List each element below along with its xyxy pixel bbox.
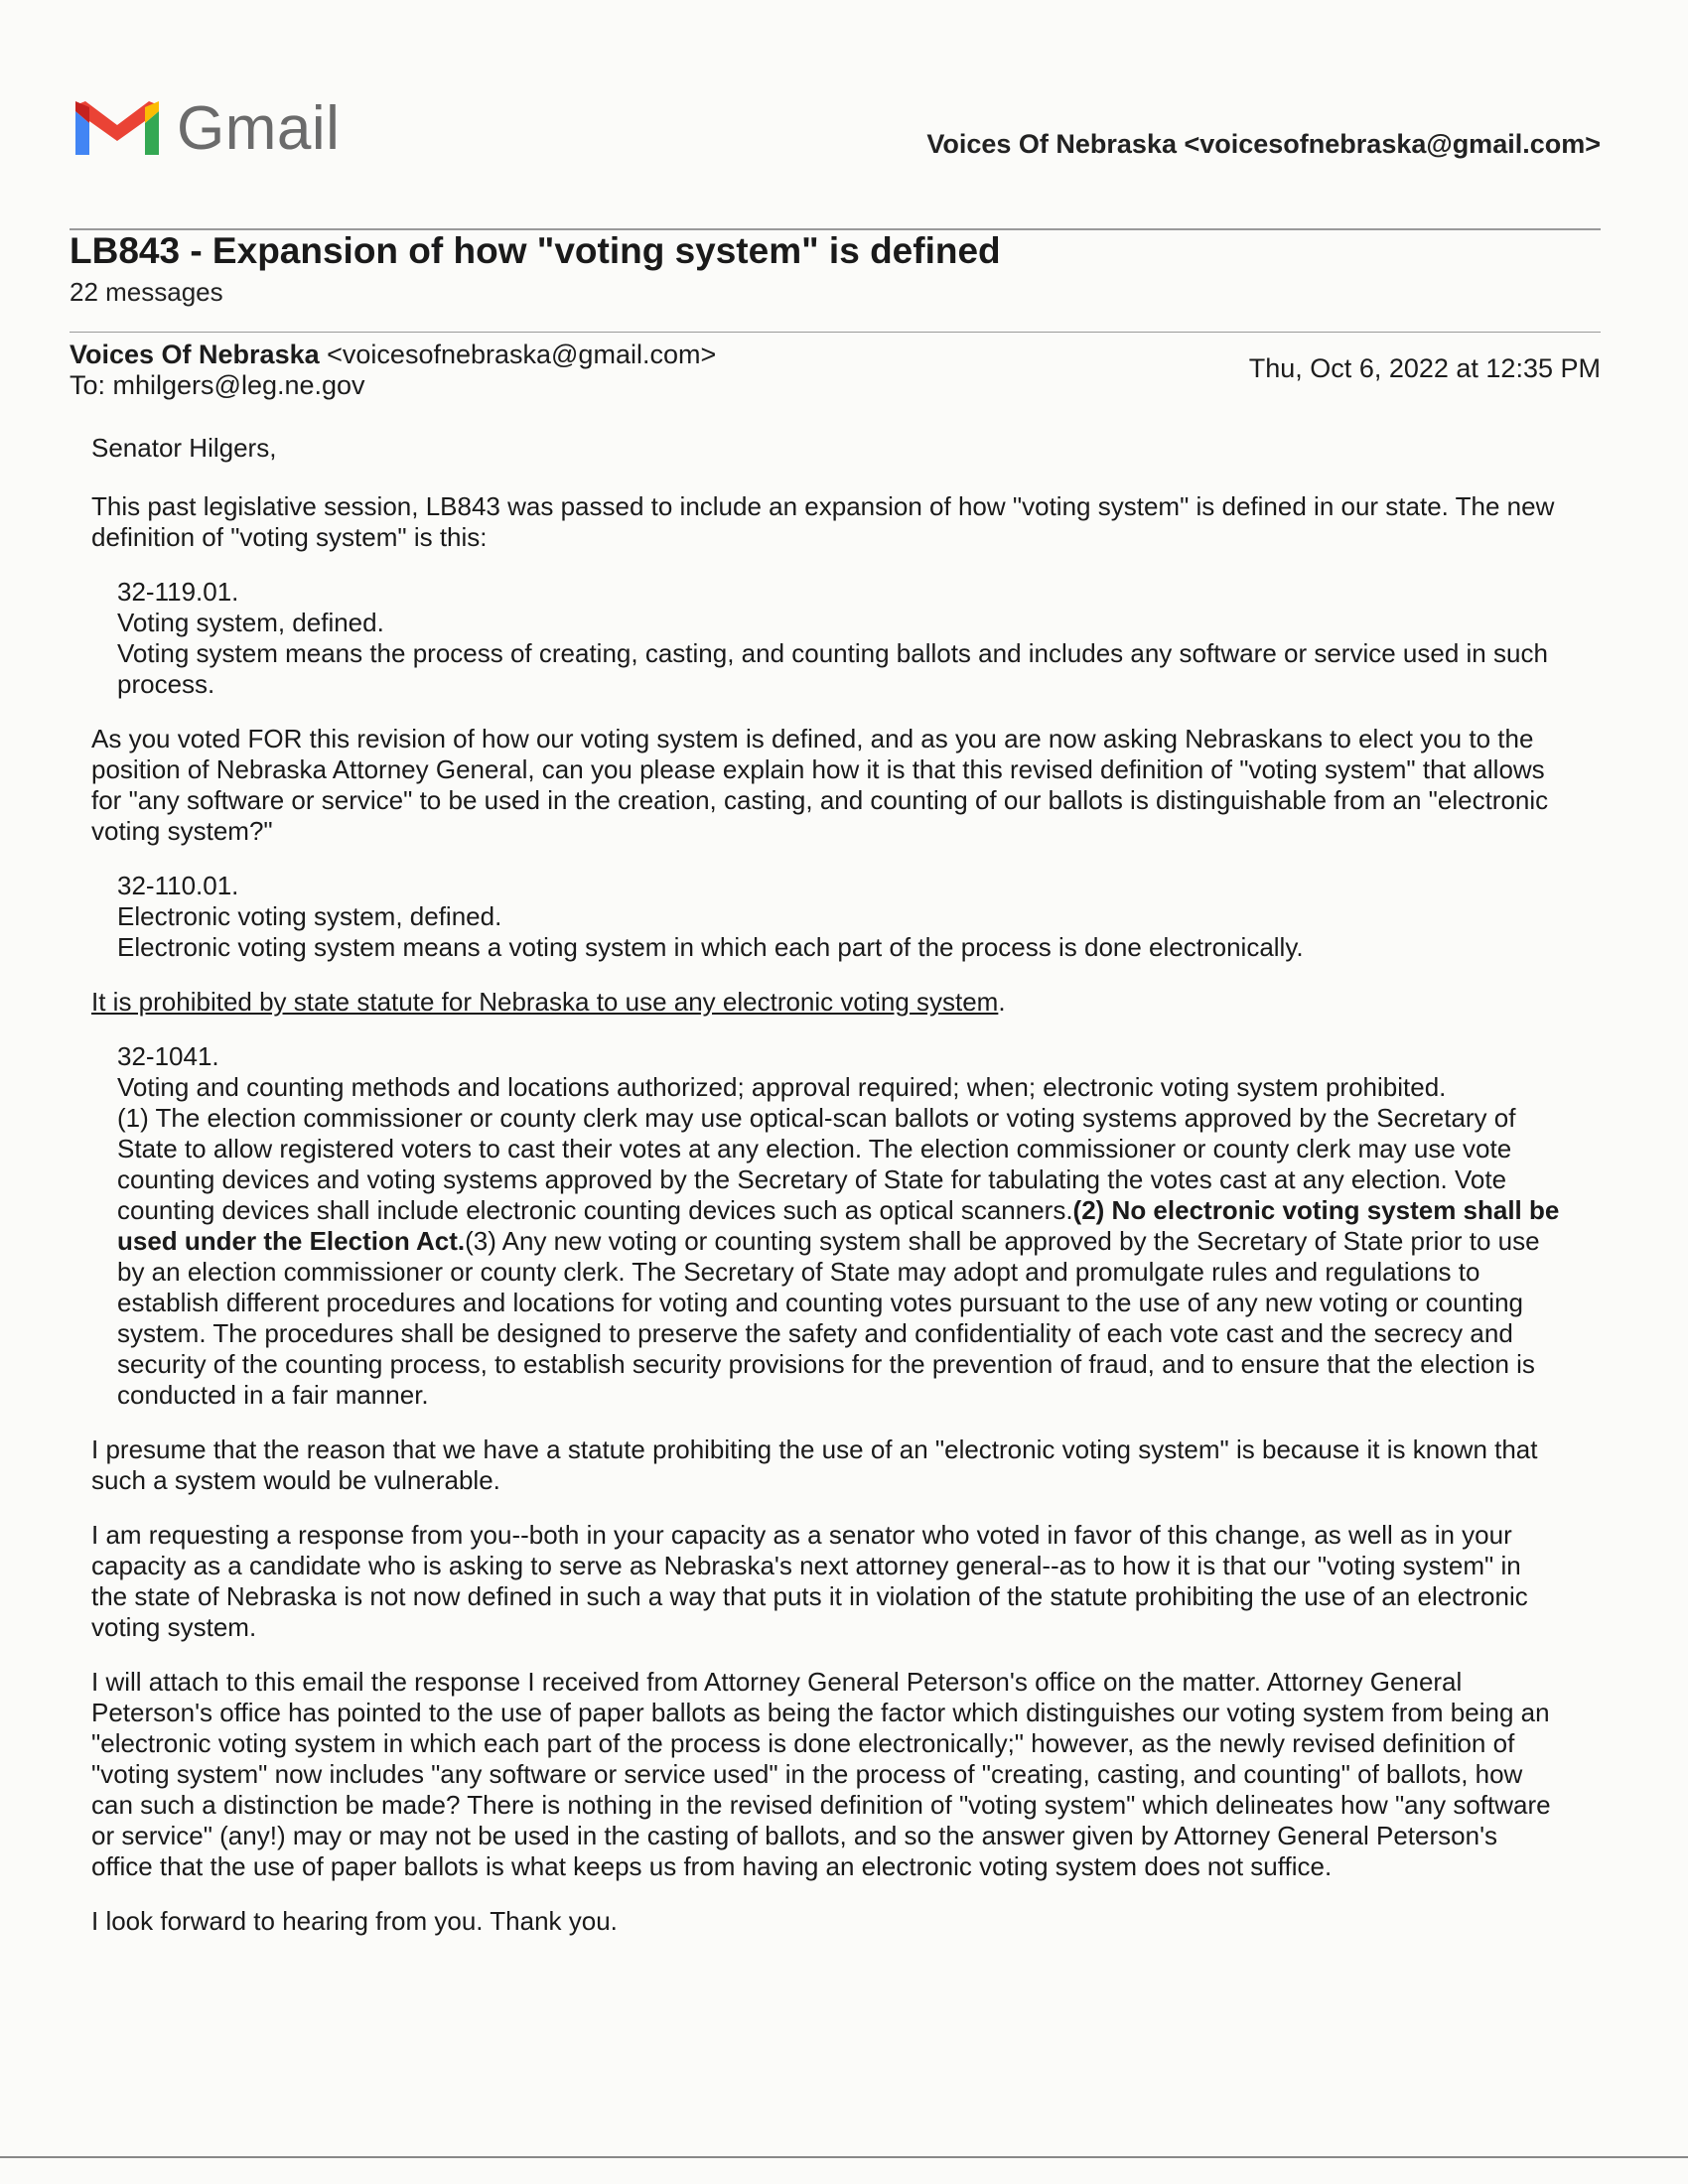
paragraph-2: As you voted FOR this revision of how our voting system is defined, and as you are now asking Nebraskans to elect you to the position of Nebraska Attorney General, can you please explain how it is that this revised definition of "voting system" that allows for "any software or service" to be used in the creation, casting, and counting of our ballots is distinguishable from an "electronic voting system?": [91, 724, 1549, 846]
sender-name: Voices Of Nebraska: [70, 340, 320, 369]
statute-text-part-3: (3) Any new voting or counting system shall be approved by the Secretary of State prior to use by an election commissioner or county clerk. The Secretary of State may adopt and promulgate rules and regulations to establish different procedures and locations for voting and counting votes pursuant to the use of any new voting or counting system. The procedures shall be designed to preserve the safety and confidentiality of each vote cast and the secrecy and security of the counting process, to establish security provisions for the prevention of fraud, and to ensure that the election is conducted in a fair manner.: [117, 1226, 1540, 1410]
page-bottom-divider: [0, 2156, 1688, 2158]
statute-number: 32-110.01.: [117, 871, 239, 900]
statute-text-bold: (2) No electronic voting system shall be used under the Election Act.: [117, 1195, 1560, 1256]
paragraph-1: This past legislative session, LB843 was passed to include an expansion of how "voting system" is defined in our state. The new definition of "voting system" is this:: [91, 491, 1555, 552]
greeting: Senator Hilgers,: [91, 433, 277, 463]
account-address: Voices Of Nebraska <voicesofnebraska@gmail.com>: [926, 129, 1601, 159]
prohibition-statement: [91, 987, 1561, 1018]
message-body: [91, 433, 1561, 1961]
paragraph-4: I am requesting a response from you--both in your capacity as a senator who voted in favor of this change, as well as in your capacity as a candidate who is asking to serve as Nebraska's next attorney general--as to how it is that our "voting system" in the state of Nebraska is not now defined in such a way that puts it in violation of the statute prohibiting the use of an electronic voting system.: [91, 1520, 1528, 1642]
prohibition-underlined: It is prohibited by state statute for Nebraska to use any electronic voting system: [91, 987, 999, 1017]
gmail-wordmark: Gmail: [177, 94, 341, 163]
message-date: Thu, Oct 6, 2022 at 12:35 PM: [1248, 353, 1601, 383]
paragraph-5: I will attach to this email the response I received from Attorney General Peterson's office on the matter. Attorney General Peterson's office has pointed to the use of paper ballots as being the factor which distinguishes our voting system from being an "electronic voting system in which each part of the process is done electronically;" however, as the newly revised definition of "voting system" now includes "any software or service used" in the process of "creating, casting, and counting" of ballots, how can such a distinction be made? There is nothing in the revised definition of "voting system" which delineates how "any software or service" (any!) may or may not be used in the casting of ballots, and so the answer given by Attorney General Peterson's office that the use of paper ballots is what keeps us from having an electronic voting system does not suffice.: [91, 1667, 1551, 1881]
statute-32-110-01: [117, 871, 1561, 963]
thread-divider: [70, 332, 1601, 333]
statute-32-119-01: [117, 577, 1561, 700]
statute-number: 32-1041.: [117, 1041, 219, 1071]
statute-title: Voting system, defined.: [117, 608, 384, 637]
thread-subject: LB843 - Expansion of how "voting system" is defined: [70, 230, 1001, 271]
statute-text-part-1: (1) The election commissioner or county clerk may use optical-scan ballots or voting systems approved by the Secretary of State to allow registered voters to cast their votes at any election. The election commissioner or county clerk may use vote counting devices and voting systems approved by the Secretary of State for tabulating the votes cast at any election. Vote counting devices shall include electronic counting devices such as optical scanners.: [117, 1103, 1516, 1225]
sender: [70, 340, 716, 370]
statute-text: Voting system means the process of creating, casting, and counting ballots and includes any software or service used in such process.: [117, 638, 1548, 699]
sender-email: <voicesofnebraska@gmail.com>: [327, 340, 717, 369]
prohibition-period: .: [998, 987, 1006, 1017]
closing: I look forward to hearing from you. Thank you.: [91, 1906, 618, 1936]
message-count: 22 messages: [70, 277, 223, 307]
recipient: To: mhilgers@leg.ne.gov: [70, 370, 365, 400]
gmail-m-icon: [70, 97, 165, 161]
statute-title: Electronic voting system, defined.: [117, 901, 502, 931]
statute-text: Electronic voting system means a voting system in which each part of the process is done electronically.: [117, 932, 1304, 962]
statute-number: 32-119.01.: [117, 577, 239, 607]
paragraph-3: I presume that the reason that we have a statute prohibiting the use of an "electronic voting system" is because it is known that such a system would be vulnerable.: [91, 1434, 1538, 1495]
statute-title: Voting and counting methods and locations authorized; approval required; when; electronic voting system prohibited.: [117, 1072, 1447, 1102]
statute-32-1041: [117, 1041, 1561, 1411]
